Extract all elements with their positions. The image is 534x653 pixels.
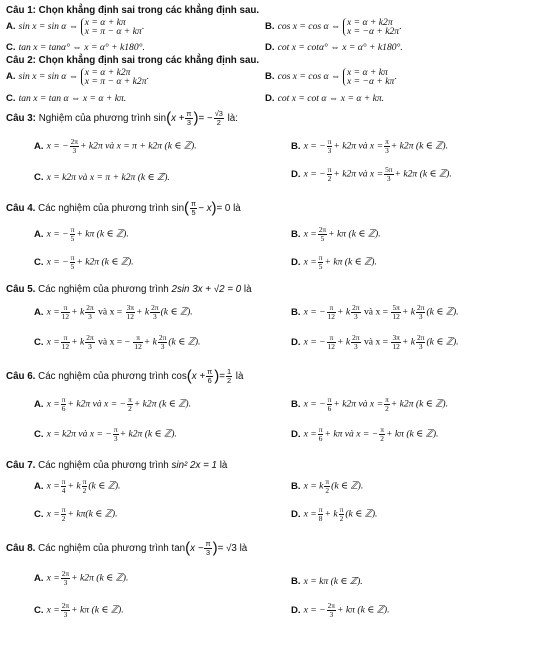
q3-option-d[interactable]: D. x = − $\frac{\pi}{2}$ + k2π và x = $\frac{5\pi}{3}$ + k2π (k ∈ ℤ). [291, 165, 452, 183]
q5-option-c[interactable]: C. x = $\frac{\pi}{12}$ + k $\frac{2\pi}{3}$ và x = − $\frac{\pi}{12}$ + k $\frac{2\pi}{3}$ (k ∈ ℤ). [34, 333, 201, 351]
question-8-title: Câu 8. Các nghiệm của phương trình tan(x − $\frac{\pi}{3}$ )= √3 là [6, 539, 248, 557]
question-4-title: Câu 4. Các nghiệm của phương trình sin( $\frac{\pi}{5}$ − x)= 0 là [6, 199, 241, 217]
q2-option-c[interactable]: C. tan x = tan α ⇔ x = α + kπ. [6, 93, 127, 104]
q3-option-c[interactable]: C. x = k2π và x = π + k2π (k ∈ ℤ). [34, 172, 170, 183]
q4-option-c[interactable]: C. x = − $\frac{\pi}{5}$ + k2π (k ∈ ℤ). [34, 253, 134, 271]
q7-option-c[interactable]: C. x = $\frac{\pi}{2}$ + kπ(k ∈ ℤ). [34, 505, 118, 523]
q1-option-b[interactable]: B. cos x = cos α ⇔ x = α + k2π x = −α + k2π. [265, 17, 402, 37]
q4-option-d[interactable]: D. x = $\frac{\pi}{5}$ + kπ (k ∈ ℤ). [291, 253, 377, 271]
q1-option-c[interactable]: C. tan x = tanα° ⇔ x = α° + k180°. [6, 42, 145, 53]
q6-option-a[interactable]: A. x = $\frac{\pi}{6}$ + k2π và x = − $\frac{\pi}{2}$ + k2π (k ∈ ℤ). [34, 395, 192, 413]
q8-option-b[interactable]: B. x = kπ (k ∈ ℤ). [291, 576, 363, 587]
q3-option-a[interactable]: A. x = − $\frac{2\pi}{3}$ + k2π và x = π + k2π (k ∈ ℤ). [34, 137, 197, 155]
question-2-title: Câu 2: Chọn khẳng định sai trong các khẳng định sau. [6, 55, 260, 66]
q3-option-b[interactable]: B. x = − $\frac{\pi}{3}$ + k2π và x = $\frac{\pi}{3}$ + k2π (k ∈ ℤ). [291, 137, 449, 155]
q5-option-a[interactable]: A. x = $\frac{\pi}{12}$ + k $\frac{2\pi}{3}$ và x = $\frac{3\pi}{12}$ + k $\frac{2\pi}{3}$ (k ∈ ℤ). [34, 303, 193, 321]
question-7-title: Câu 7. Các nghiệm của phương trình sin² 2x = 1 là [6, 460, 228, 471]
q2-option-a[interactable]: A. sin x = sin α ⇔ x = α + k2π x = π − α + k2π. [6, 67, 149, 87]
q7-option-b[interactable]: B. x = k $\frac{\pi}{2}$ (k ∈ ℤ). [291, 477, 364, 495]
q2-option-b[interactable]: B. cos x = cos α ⇔ x = α + kπ x = −α + kπ. [265, 67, 397, 87]
q2-option-d[interactable]: D. cot x = cot α ⇔ x = α + kπ. [265, 93, 385, 104]
q4-option-a[interactable]: A. x = − $\frac{\pi}{5}$ + kπ (k ∈ ℤ). [34, 225, 129, 243]
q6-option-b[interactable]: B. x = − $\frac{\pi}{6}$ + k2π và x = $\frac{\pi}{2}$ + k2π (k ∈ ℤ). [291, 395, 449, 413]
question-3-title: Câu 3: Nghiệm của phương trình sin(x + $\frac{\pi}{3}$ )= − $\frac{√3}{2}$ là: [6, 109, 238, 127]
question-1-title: Câu 1: Chọn khẳng định sai trong các khẳng định sau. [6, 5, 260, 16]
question-5-title: Câu 5. Các nghiệm của phương trình 2sin 3x + √2 = 0 là [6, 284, 252, 295]
q6-option-d[interactable]: D. x = $\frac{\pi}{6}$ + kπ và x = − $\frac{\pi}{2}$ + kπ (k ∈ ℤ). [291, 425, 439, 443]
q6-option-c[interactable]: C. x = k2π và x = − $\frac{\pi}{3}$ + k2π (k ∈ ℤ). [34, 425, 177, 443]
q5-option-d[interactable]: D. x = − $\frac{\pi}{12}$ + k $\frac{2\pi}{3}$ và x = $\frac{3\pi}{12}$ + k $\frac{2\pi}{3}$ (k ∈ ℤ). [291, 333, 459, 351]
q7-option-a[interactable]: A. x = $\frac{\pi}{4}$ + k $\frac{\pi}{2}$ (k ∈ ℤ). [34, 477, 121, 495]
q8-option-d[interactable]: D. x = − $\frac{2\pi}{3}$ + kπ (k ∈ ℤ). [291, 601, 390, 619]
q4-option-b[interactable]: B. x = $\frac{2\pi}{5}$ + kπ (k ∈ ℤ). [291, 225, 381, 243]
q5-option-b[interactable]: B. x = − $\frac{\pi}{12}$ + k $\frac{2\pi}{3}$ và x = $\frac{5\pi}{12}$ + k $\frac{2\pi}{3}$ (k ∈ ℤ). [291, 303, 459, 321]
q8-option-a[interactable]: A. x = $\frac{2\pi}{3}$ + k2π (k ∈ ℤ). [34, 569, 129, 587]
q7-option-d[interactable]: D. x = $\frac{\pi}{8}$ + k $\frac{\pi}{2}$ (k ∈ ℤ). [291, 505, 378, 523]
q1-option-a[interactable]: A. sin x = sin α ⇔ x = α + kπ x = π − α + kπ. [6, 17, 145, 37]
q1-option-d[interactable]: D. cot x = cotα° ⇔ x = α° + k180°. [265, 42, 403, 53]
question-6-title: Câu 6. Các nghiệm của phương trình cos(x + $\frac{\pi}{6}$ )= $\frac{1}{2}$ là [6, 367, 244, 385]
q8-option-c[interactable]: C. x = $\frac{2\pi}{3}$ + kπ (k ∈ ℤ). [34, 601, 124, 619]
cropped-header-text [150, 0, 360, 3]
